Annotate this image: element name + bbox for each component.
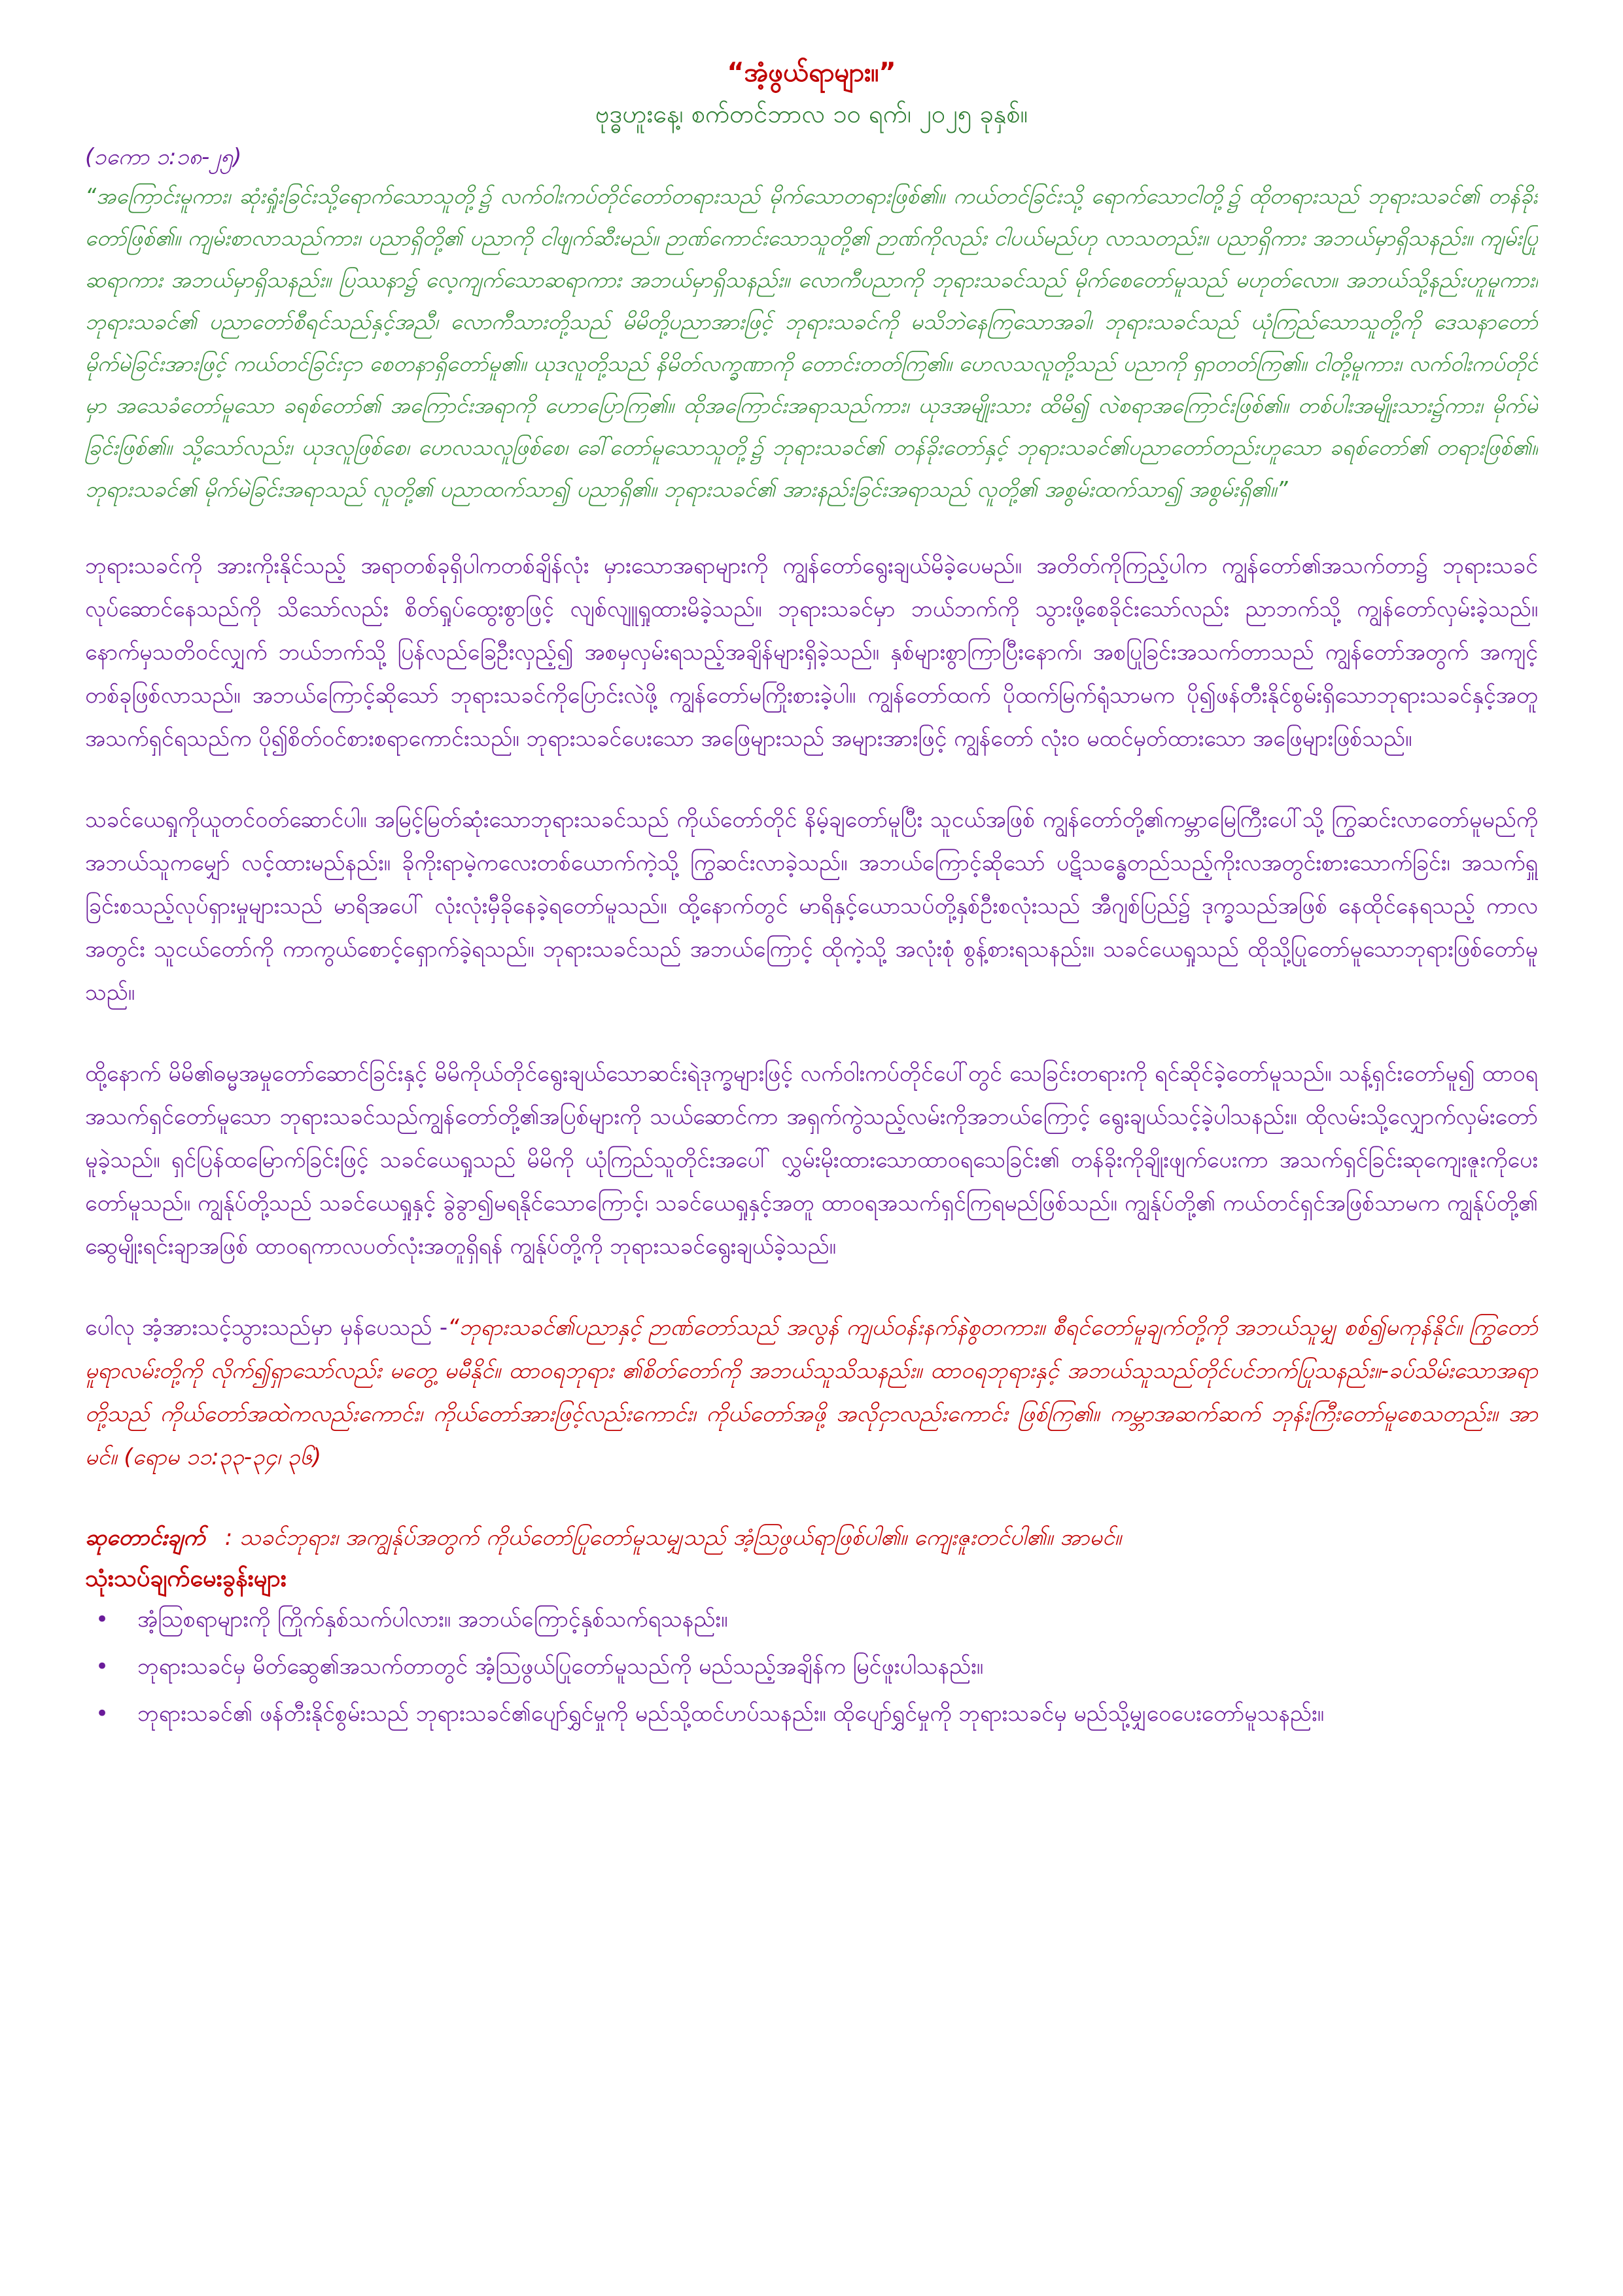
- scripture-reference: (၁ကော ၁:၁၈-၂၅): [85, 144, 242, 170]
- prayer-text: : သခင်ဘုရား၊ အကျွန်ုပ်အတွက် ကိုယ်တော်ပြုတော်မူသမျှသည် အံ့သြဖွယ်ရာဖြစ်ပါ၏။ ကျေးဇူးတင်ပါ၏။ အာမင်။: [224, 1525, 1122, 1551]
- prayer-line: [85, 1517, 1538, 1559]
- prayer-label: ဆုတောင်းချက်: [85, 1525, 205, 1551]
- paul-paragraph: [85, 1306, 1538, 1479]
- question-text: အံ့သြစရာများကို ကြိုက်နှစ်သက်ပါလား။ အဘယ်ကြောင့်နှစ်သက်ရသနည်း။: [137, 1606, 728, 1633]
- body-paragraph-3: ထို့နောက် မိမိ၏ဓမ္မအမှုတော်ဆောင်ခြင်းနှင့် မိမိကိုယ်တိုင်ရွေးချယ်သောဆင်းရဲဒုက္ခများဖြင့် လက်ဝါးကပ်တိုင်ပေါ်တွင် သေခြင်းတရားကို ရင်ဆိုင်ခဲ့တော်မူသည်။ သန့်ရှင်းတော်မူ၍ ထာဝရအသက်ရှင်တော်မူသော ဘုရားသခင်သည်ကျွန်တော်တို့၏အပြစ်များကို သယ်ဆောင်ကာ အရှက်ကွဲသည့်လမ်းကိုအဘယ်ကြောင့် ရွေးချယ်သင့်ခဲ့ပါသနည်း။ ထိုလမ်းသို့လျှောက်လှမ်းတော်မူခဲ့သည်။ ရှင်ပြန်ထမြောက်ခြင်းဖြင့် သခင်ယေရှုသည် မိမိကို ယုံကြည်သူတိုင်းအပေါ် လွှမ်းမိုးထားသောထာဝရသေခြင်း၏ တန်ခိုးကိုချိုးဖျက်ပေးကာ အသက်ရှင်ခြင်းဆုကျေးဇူးကိုပေးတော်မူသည်။ ကျွန်ုပ်တို့သည် သခင်ယေရှုနှင့် ခွဲခွာ၍မရနိုင်သောကြောင့်၊ သခင်ယေရှုနှင့်အတူ ထာဝရအသက်ရှင်ကြရမည်ဖြစ်သည်။ ကျွန်ုပ်တို့၏ ကယ်တင်ရှင်အဖြစ်သာမက ကျွန်ုပ်တို့၏ ဆွေမျိုးရင်းချာအဖြစ် ထာဝရကာလပတ်လုံးအတူရှိရန် ကျွန်ုပ်တို့ကို ဘုရားသခင်ရွေးချယ်ခဲ့သည်။: [85, 1061, 1538, 1260]
- list-item: [85, 1693, 1538, 1734]
- list-item: [85, 1599, 1538, 1640]
- questions-list: [85, 1599, 1538, 1734]
- paul-intro: ပေါလု အံ့အားသင့်သွားသည်မှာ မှန်ပေသည် -: [85, 1315, 448, 1341]
- question-text: ဘုရားသခင်၏ ဖန်တီးနိုင်စွမ်းသည် ဘုရားသခင်၏ပျော်ရွှင်မှုကို မည်သို့ထင်ဟပ်သနည်း။ ထိုပျော်ရွှင်မှုကို ဘုရားသခင်မှ မည်သို့မျှဝေပေးတော်မူသနည်း။: [137, 1701, 1324, 1727]
- bullet-icon: •: [96, 1606, 109, 1633]
- page-title: “အံ့ဖွယ်ရာများ။”: [727, 58, 896, 88]
- question-text: ဘုရားသခင်မှ မိတ်ဆွေ၏အသက်တာတွင် အံ့သြဖွယ်ပြုတော်မူသည်ကို မည်သည့်အချိန်က မြင်ဖူးပါသနည်း။: [137, 1653, 984, 1680]
- devotional-page: [85, 52, 1538, 2244]
- body-paragraph-2: သခင်ယေရှုကိုယူတင်ဝတ်ဆောင်ပါ။ အမြင့်မြတ်ဆုံးသောဘုရားသခင်သည် ကိုယ်တော်တိုင် နိမ့်ချတော်မူပြီး သူငယ်အဖြစ် ကျွန်တော်တို့၏ကမ္ဘာမြေကြီးပေါ်သို့ ကြွဆင်းလာတော်မူမည်ကို အဘယ်သူကမျှော် လင့်ထားမည်နည်း။ ခိုကိုးရာမဲ့ကလေးတစ်ယောက်ကဲ့သို့ ကြွဆင်းလာခဲ့သည်။ အဘယ်ကြောင့်ဆိုသော် ပဋိသန္ဓေတည်သည့်ကိုးလအတွင်းစားသောက်ခြင်း၊ အသက်ရှူခြင်းစသည့်လုပ်ရှားမှုများသည် မာရိအပေါ် လုံးလုံးမှီခိုနေခဲ့ရတော်မူသည်။ ထို့နောက်တွင် မာရိနှင့်ယောသပ်တို့နှစ်ဦးစလုံးသည် အီဂျစ်ပြည်၌ ဒုက္ခသည်အဖြစ် နေထိုင်နေရသည့် ကာလအတွင်း သူငယ်တော်ကို ကာကွယ်စောင့်ရှောက်ခဲ့ရသည်။ ဘုရားသခင်သည် အဘယ်ကြောင့် ထိုကဲ့သို့ အလုံးစုံ စွန့်စားရသနည်း။ သခင်ယေရှုသည် ထိုသို့ပြုတော်မူသောဘုရားဖြစ်တော်မူသည်။: [85, 807, 1538, 1006]
- list-item: [85, 1646, 1538, 1687]
- body-paragraph-1: ဘုရားသခင်ကို အားကိုးနိုင်သည့် အရာတစ်ခုရှိပါကတစ်ချိန်လုံး မှားသောအရာများကို ကျွန်တော်ရွေးချယ်မိခဲ့ပေမည်။ အတိတ်ကိုကြည့်ပါက ကျွန်တော်၏အသက်တာ၌ ဘုရားသခင်လုပ်ဆောင်နေသည်ကို သိသော်လည်း စိတ်ရှုပ်ထွေးစွာဖြင့် လျစ်လျူရှုထားမိခဲ့သည်။ ဘုရားသခင်မှာ ဘယ်ဘက်ကို သွားဖို့စေခိုင်းသော်လည်း ညာဘက်သို့ ကျွန်တော်လှမ်းခဲ့သည်။ နောက်မှသတိဝင်လျှက် ဘယ်ဘက်သို့ ပြန်လည်ခြေဦးလှည့်၍ အစမှလှမ်းရသည့်အချိန်များရှိခဲ့သည်။ နှစ်များစွာကြာပြီးနောက်၊ အစပြုခြင်းအသက်တာသည် ကျွန်တော်အတွက် အကျင့်တစ်ခုဖြစ်လာသည်။ အဘယ်ကြောင့်ဆိုသော် ဘုရားသခင်ကိုပြောင်းလဲဖို့ ကျွန်တော်မကြိုးစားခဲ့ပါ။ ကျွန်တော်ထက် ပိုထက်မြက်ရုံသာမက ပို၍ဖန်တီးနိုင်စွမ်းရှိသောဘုရားသခင်နှင့်အတူ အသက်ရှင်ရသည်က ပို၍စိတ်ဝင်စားစရာကောင်းသည်။ ဘုရားသခင်ပေးသော အဖြေများသည် အများအားဖြင့် ကျွန်တော် လုံးဝ မထင်မှတ်ထားသော အဖြေများဖြစ်သည်။: [85, 553, 1538, 752]
- page-date: ဗုဒ္ဓဟူးနေ့၊ စက်တင်ဘာလ ၁၀ ရက်၊ ၂၀၂၅ ခုနှစ်။: [595, 99, 1028, 128]
- bullet-icon: •: [96, 1701, 109, 1727]
- questions-heading: သုံးသပ်ချက်မေးခွန်းများ: [85, 1565, 287, 1592]
- bullet-icon: •: [96, 1653, 109, 1680]
- scripture-passage: “အကြောင်းမူကား၊ ဆုံးရှုံးခြင်းသို့ရောက်သောသူတို့၌ လက်ဝါးကပ်တိုင်တော်တရားသည် မိုက်သောတရားဖြစ်၏။ ကယ်တင်ခြင်းသို့ ရောက်သောငါတို့၌ ထိုတရားသည် ဘုရားသခင်၏ တန်ခိုးတော်ဖြစ်၏။ ကျမ်းစာလာသည်ကား၊ ပညာရှိတို့၏ ပညာကို ငါဖျက်ဆီးမည်။ ဉာဏ်ကောင်းသောသူတို့၏ ဉာဏ်ကိုလည်း ငါပယ်မည်ဟု လာသတည်း။ ပညာရှိကား အဘယ်မှာရှိသနည်း။ ကျမ်းပြုဆရာကား အဘယ်မှာရှိသနည်း။ ပြဿနာ၌ လေ့ကျက်သောဆရာကား အဘယ်မှာရှိသနည်း။ လောကီပညာကို ဘုရားသခင်သည် မိုက်စေတော်မူသည် မဟုတ်လော။ အဘယ်သို့နည်းဟူမူကား၊ ဘုရားသခင်၏ ပညာတော်စီရင်သည်နှင့်အညီ၊ လောကီသားတို့သည် မိမိတို့ပညာအားဖြင့် ဘုရားသခင်ကို မသိဘဲနေကြသောအခါ၊ ဘုရားသခင်သည် ယုံကြည်သောသူတို့ကို ဒေသနာတော် မိုက်မဲခြင်းအားဖြင့် ကယ်တင်ခြင်းငှာ စေတနာရှိတော်မူ၏။ ယုဒလူတို့သည် နိမိတ်လက္ခဏာကို တောင်းတတ်ကြ၏။ ဟေလသလူတို့သည် ပညာကို ရှာတတ်ကြ၏။ ငါတို့မူကား၊ လက်ဝါးကပ်တိုင်မှာ အသေခံတော်မူသော ခရစ်တော်၏ အကြောင်းအရာကို ဟောပြောကြ၏။ ထိုအကြောင်းအရာသည်ကား၊ ယုဒအမျိုးသား ထိမိ၍ လဲစရာအကြောင်းဖြစ်၏။ တစ်ပါးအမျိုးသား၌ကား၊ မိုက်မဲခြင်းဖြစ်၏။ သို့သော်လည်း၊ ယုဒလူဖြစ်စေ၊ ဟေလသလူဖြစ်စေ၊ ခေါ်တော်မူသောသူတို့၌ ဘုရားသခင်၏ တန်ခိုးတော်နှင့် ဘုရားသခင်၏ပညာတော်တည်းဟူသော ခရစ်တော်၏ တရားဖြစ်၏။ ဘုရားသခင်၏ မိုက်မဲခြင်းအရာသည် လူတို့၏ ပညာထက်သာ၍ ပညာရှိ၏။ ဘုရားသခင်၏ အားနည်းခြင်းအရာသည် လူတို့၏ အစွမ်းထက်သာ၍ အစွမ်းရှိ၏။”: [85, 183, 1538, 502]
- romans-quote: “ဘုရားသခင်၏ပညာနှင့် ဉာဏ်တော်သည် အလွန် ကျယ်ဝန်းနက်နဲစွတကား။ စီရင်တော်မူချက်တို့ကို အဘယ်သူမျှ စစ်၍မကုန်နိုင်။ ကြွတော်မူရာလမ်းတို့ကို လိုက်၍ရှာသော်လည်း မတွေ့ မမီနိုင်။ ထာဝရဘုရား ၏စိတ်တော်ကို အဘယ်သူသိသနည်း။ ထာဝရဘုရားနှင့် အဘယ်သူသည်တိုင်ပင်ဘက်ပြုသနည်း။-ခပ်သိမ်းသောအရာတို့သည် ကိုယ်တော်အထဲကလည်းကောင်း၊ ကိုယ်တော်အားဖြင့်လည်းကောင်း၊ ကိုယ်တော်အဖို့ အလိုငှာလည်းကောင်း ဖြစ်ကြ၏။ ကမ္ဘာအဆက်ဆက် ဘုန်းကြီးတော်မူစေသတည်း။ အာမင်။ (ရောမ ၁၁:၃၃-၃၄၊ ၃၆): [85, 1315, 1538, 1470]
